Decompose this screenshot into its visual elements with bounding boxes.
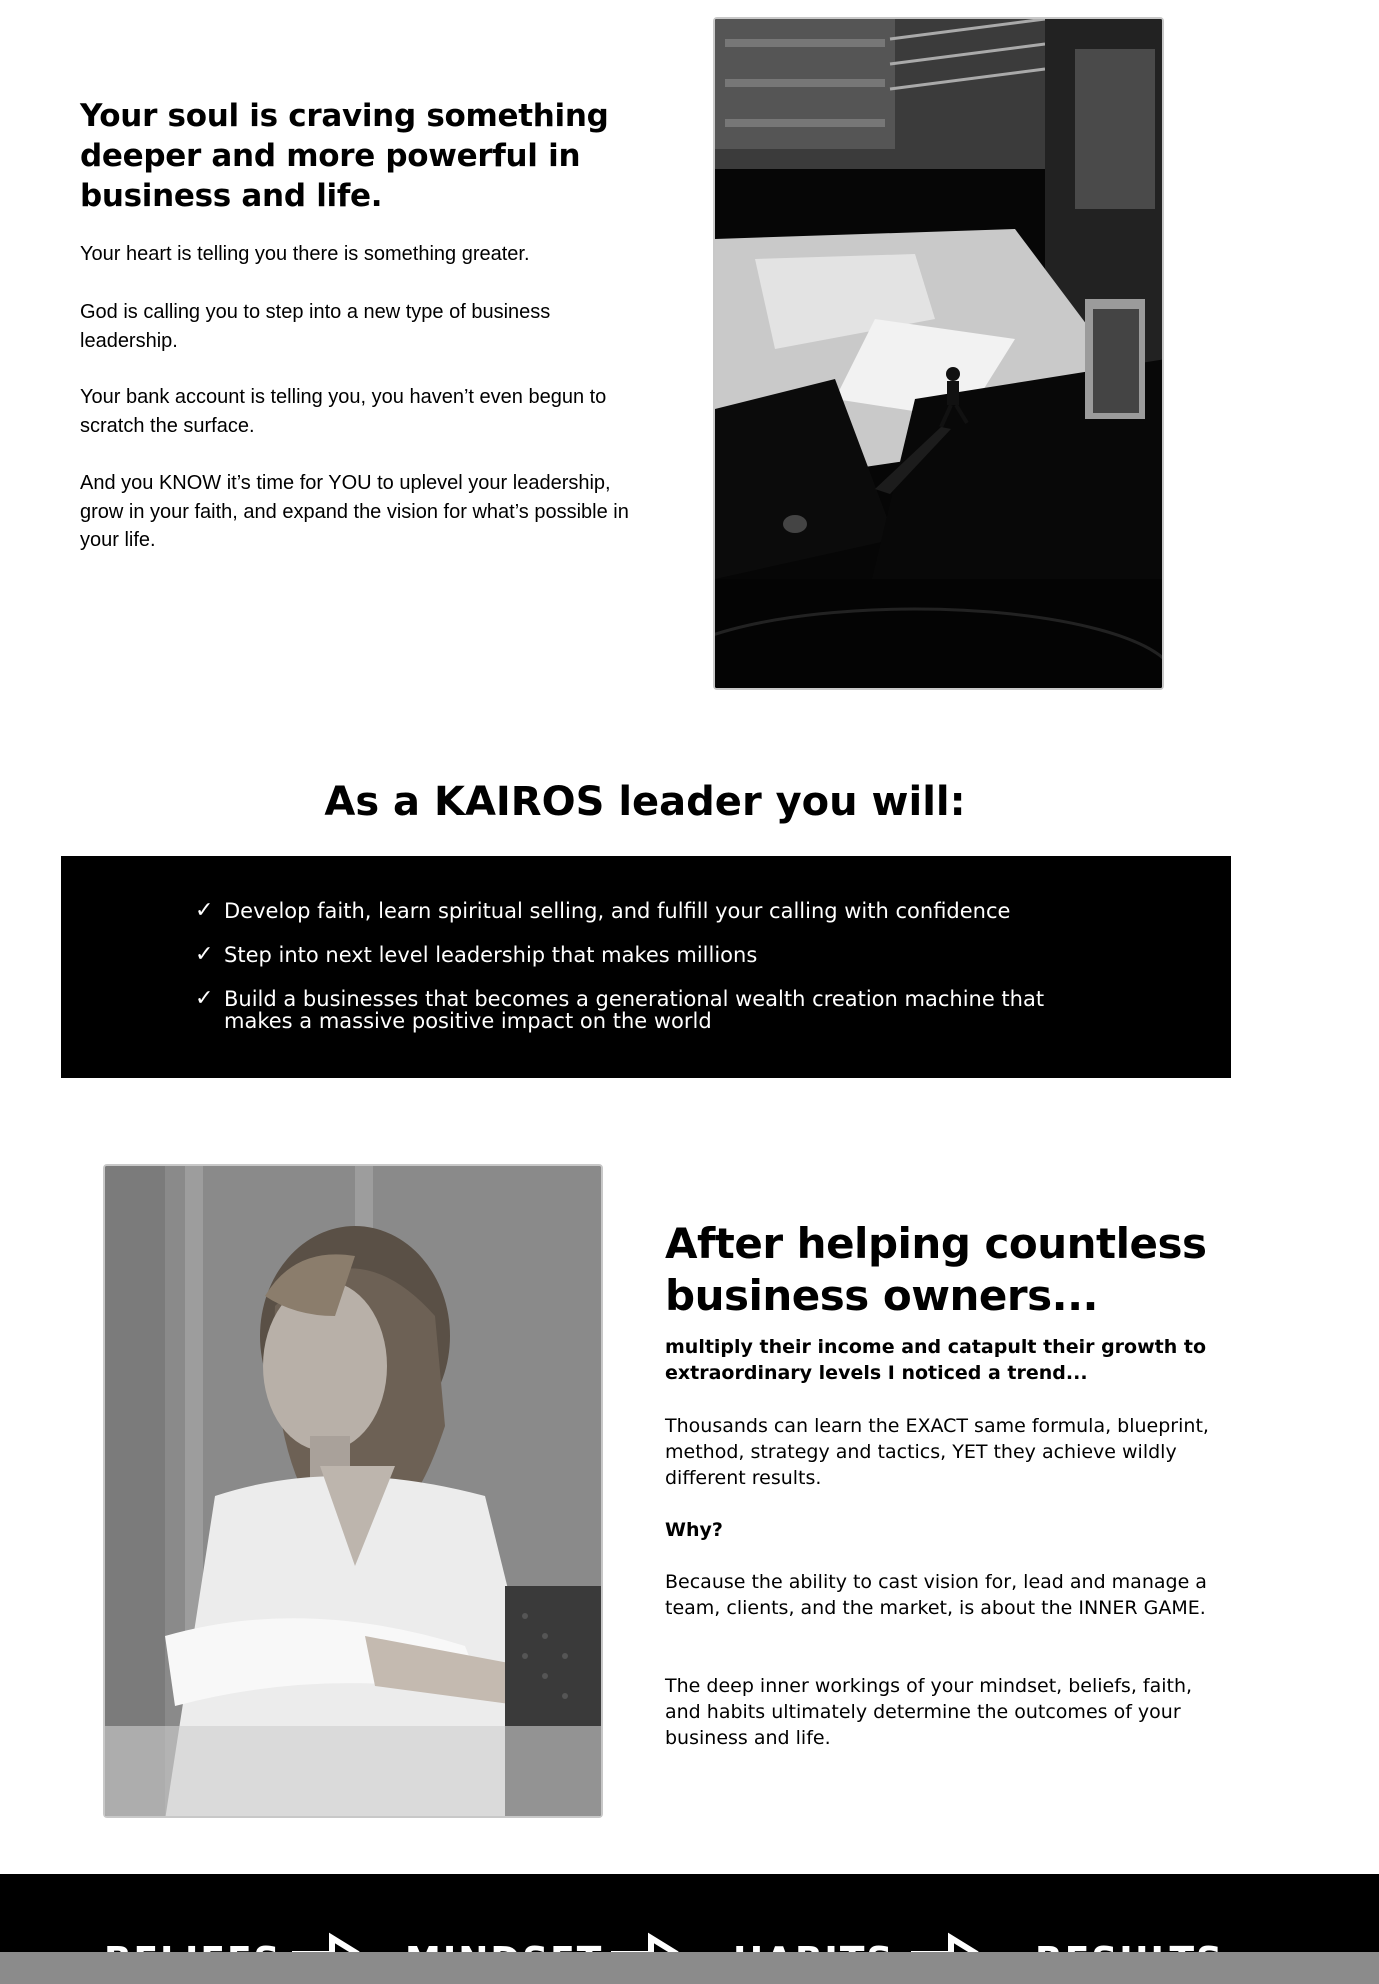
benefit-item bbox=[195, 944, 1155, 966]
bottom-scroll-overlay bbox=[0, 1952, 1379, 1984]
benefit-item bbox=[195, 900, 1155, 922]
benefits-box bbox=[61, 856, 1231, 1078]
check-icon: ✓ bbox=[195, 942, 214, 967]
intro-paragraph-4: And you KNOW it’s time for YOU to uplevel your leadership, grow in your faith, and expand the vision for what’s possible in your life. bbox=[80, 472, 629, 551]
kairos-heading: As a KAIROS leader you will: bbox=[324, 779, 966, 825]
story-paragraph-2: Because the ability to cast vision for, lead and manage a team, clients, and the market, is about the INNER GAME. bbox=[665, 1571, 1207, 1619]
after-heading: After helping countless business owners... bbox=[665, 1219, 1207, 1320]
portrait-photo-image bbox=[105, 1166, 603, 1818]
benefit-text: Step into next level leadership that makes millions bbox=[224, 943, 758, 967]
intro-paragraph-2: God is calling you to step into a new type of business leadership. bbox=[80, 301, 551, 352]
why-label: Why? bbox=[665, 1519, 723, 1541]
intro-paragraph-1: Your heart is telling you there is something greater. bbox=[80, 243, 530, 265]
benefit-text: Build a businesses that becomes a generational wealth creation machine that makes a massive positive impact on the world bbox=[224, 987, 1045, 1033]
story-lead: multiply their income and catapult their growth to extraordinary levels I noticed a trend... bbox=[665, 1336, 1207, 1384]
intro-paragraph-3: Your bank account is telling you, you haven’t even begun to scratch the surface. bbox=[80, 386, 607, 437]
street-photo-image bbox=[715, 19, 1164, 690]
street-photo bbox=[713, 17, 1164, 690]
benefit-text: Develop faith, learn spiritual selling, and fulfill your calling with confidence bbox=[224, 899, 1011, 923]
portrait-photo bbox=[103, 1164, 603, 1818]
story-paragraph-3: The deep inner workings of your mindset, beliefs, faith, and habits ultimately determine the outcomes of your business and life. bbox=[665, 1675, 1193, 1749]
check-icon: ✓ bbox=[195, 986, 214, 1011]
check-icon: ✓ bbox=[195, 898, 214, 923]
benefit-item bbox=[195, 988, 1095, 1032]
soul-heading: Your soul is craving something deeper and more powerful in business and life. bbox=[80, 98, 609, 214]
story-paragraph-1: Thousands can learn the EXACT same formula, blueprint, method, strategy and tactics, YET they achieve wildly different results. bbox=[665, 1415, 1209, 1489]
